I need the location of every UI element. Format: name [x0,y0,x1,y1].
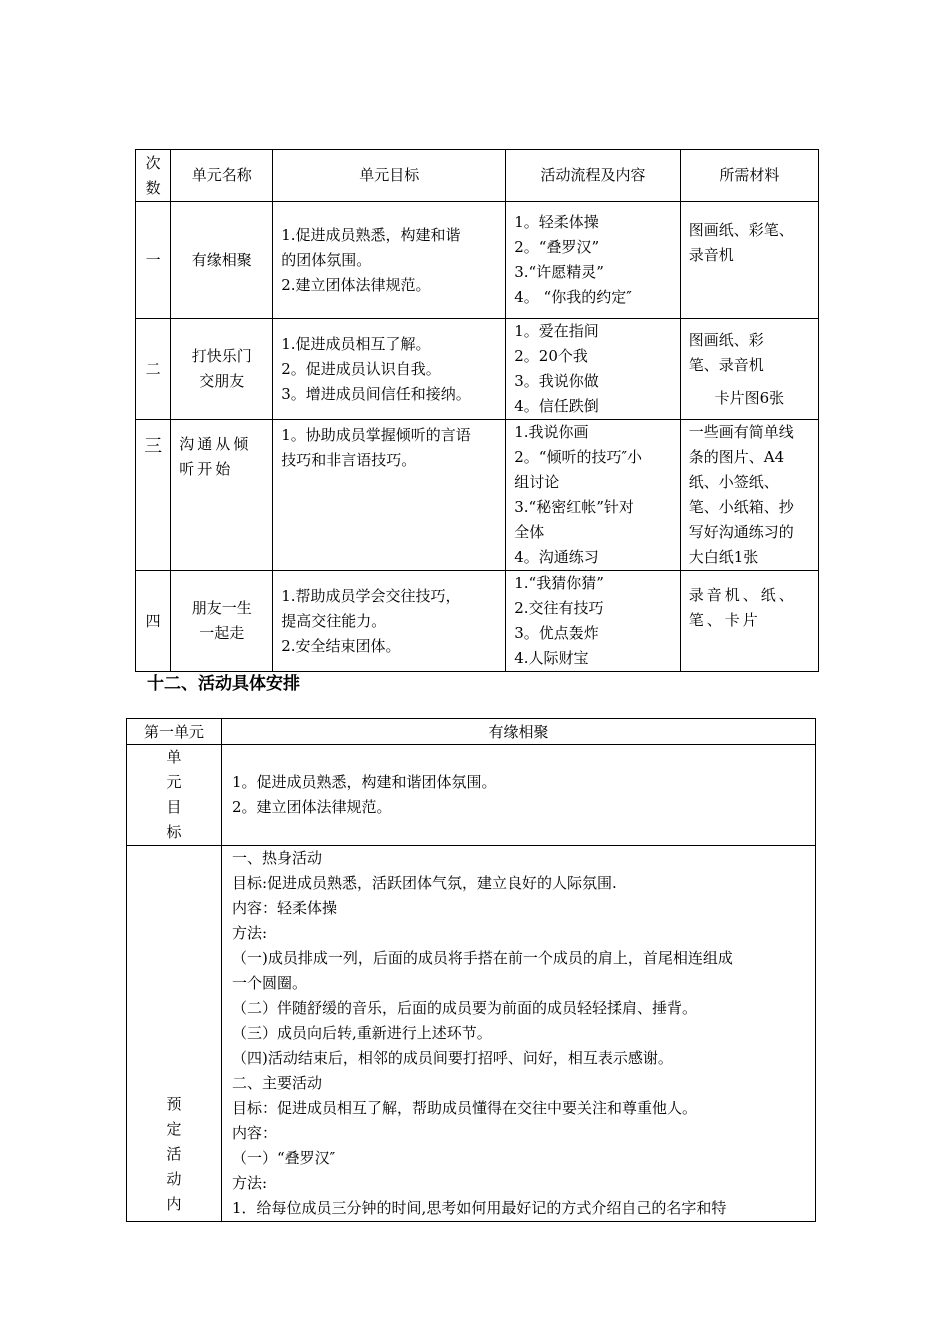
unit-name [171,571,273,672]
goal-line: 2.安全结束团体。 [281,636,401,655]
goal-line: 1.帮助成员学会交往技巧， [281,586,461,605]
detail-header-row [127,719,816,745]
detail-goals [222,745,816,846]
header-goal: 单元目标 [273,150,506,202]
content-line: 1．给每位成员三分钟的时间,思考如何用最好记的方式介绍自己的名字和特 [232,1199,727,1217]
flow-line: 4。 “你我的约定″ [514,288,632,306]
unit-name-line: 交朋友 [199,372,245,390]
unit-goals [273,571,506,672]
detail-goal-line: 1。促进成员熟悉，构建和谐团体氛围。 [232,773,497,791]
content-line: 方法: [232,1174,268,1192]
unit-goals [273,420,506,571]
unit-flow [506,571,681,672]
content-label-char: 内 [166,1195,182,1213]
goal-line: 1。协助成员掌握倾听的言语 [281,426,471,444]
goal-line: 的团体氛围。 [281,250,372,269]
section-heading: 十二、活动具体安排 [147,674,300,694]
flow-line: 1.我说你画 [514,423,589,441]
flow-line: 全体 [514,523,545,541]
flow-line: 2.交往有技巧 [514,599,604,617]
goal-line: 1.促进成员相互了解。 [281,334,431,353]
unit-count: 四 [136,571,171,672]
content-line: 一个圆圈。 [232,974,308,992]
unit-materials [680,571,818,672]
unit-title: 有缘相聚 [222,719,816,745]
unit-row-3 [136,420,819,571]
content-line: （二）伴随舒缓的音乐，后面的成员要为前面的成员轻轻揉肩、捶背。 [232,999,698,1017]
flow-line: 2。20个我 [514,347,588,365]
unit-detail-table [126,718,816,1222]
goal-label-char: 标 [166,823,182,841]
content-line: 内容： [232,1124,278,1142]
unit-count: 三 [136,420,171,571]
goal-label-char: 元 [166,773,182,791]
goal-line: 3。增进成员间信任和接纳。 [281,384,471,403]
content-line: （一)成员排成一列，后面的成员将手搭在前一个成员的肩上，首尾相连组成 [232,949,733,967]
flow-line: 3。优点轰炸 [514,624,599,642]
material-line: 笔、小纸箱、抄 [688,498,794,516]
flow-line: 1。爱在指间 [514,322,599,340]
content-label-char: 活 [166,1145,182,1163]
material-line: 大白纸1张 [688,548,759,566]
flow-line: 4.人际财宝 [514,649,589,667]
flow-line: 2。“叠罗汉” [514,238,600,256]
unit-count: 一 [136,202,171,319]
flow-line: 4。沟通练习 [514,548,599,566]
content-line: 一、热身活动 [232,849,323,867]
unit-name: 有缘相聚 [171,202,273,319]
detail-content [222,846,816,1222]
unit-label: 第一单元 [127,719,222,745]
header-flow: 活动流程及内容 [506,150,681,202]
flow-line: 3。我说你做 [514,372,599,390]
header-materials: 所需材料 [680,150,818,202]
goal-label [127,745,222,846]
goal-label-char: 单 [166,748,182,766]
goal-label-char: 目 [166,798,182,816]
unit-row-2 [136,319,819,420]
detail-goal-row [127,745,816,846]
detail-goal-line: 2。建立团体法律规范。 [232,798,392,816]
header-count [136,150,171,202]
content-line: 方法: [232,924,268,942]
unit-row-4 [136,571,819,672]
flow-line: 组讨论 [514,473,560,491]
content-line: 目标：促进成员相互了解，帮助成员懂得在交往中要关注和尊重他人。 [232,1099,698,1117]
material-line: 笔、卡片 [688,611,761,629]
content-label-char: 预 [166,1095,182,1113]
material-line: 录音机 [688,246,734,264]
goal-line: 2。促进成员认识自我。 [281,359,441,378]
unit-goals [273,319,506,420]
material-line: 图画纸、彩 [688,330,764,349]
flow-line: 1。轻柔体操 [514,213,599,231]
material-line: 笔、录音机 [688,355,764,374]
material-line: 纸、小签纸、 [688,473,779,491]
material-line: 条的图片、A4 [688,448,785,466]
goal-line: 2.建立团体法律规范。 [281,275,431,294]
content-line: 二、主要活动 [232,1074,323,1092]
material-line: 卡片图6张 [714,388,785,407]
detail-content-row [127,846,816,1222]
flow-line: 4。信任跌倒 [514,397,599,415]
flow-line: 1.“我猜你猜” [514,574,604,592]
material-line: 录音机、纸、 [688,586,797,604]
header-count-line: 数 [145,178,161,197]
header-name: 单元名称 [171,150,273,202]
flow-line: 2。“倾听的技巧″小 [514,448,643,466]
material-line: 一些画有简单线 [688,423,794,441]
unit-name-line: 听开始 [179,460,234,478]
material-line: 图画纸、彩笔、 [688,221,794,239]
content-line: 目标:促进成员熟悉，活跃团体气氛，建立良好的人际氛围. [232,874,617,892]
unit-flow [506,319,681,420]
content-line: （三）成员向后转,重新进行上述环节。 [232,1024,492,1042]
units-overview-table [135,149,819,672]
content-line: 内容：轻柔体操 [232,899,338,917]
unit-name-line: 一起走 [199,624,245,642]
unit-flow [506,202,681,319]
material-line: 写好沟通练习的 [688,523,794,541]
unit-name [171,319,273,420]
unit-goals [273,202,506,319]
content-label-char: 定 [166,1120,182,1138]
unit-name-line: 沟通从倾 [179,435,252,453]
unit-materials [680,202,818,319]
flow-line: 3.“秘密红帐”针对 [514,498,634,516]
goal-line: 提高交往能力。 [281,611,387,630]
unit-count: 二 [136,319,171,420]
goal-line: 1.促进成员熟悉，构建和谐 [281,225,461,244]
content-label [127,846,222,1222]
goal-line: 技巧和非言语技巧。 [281,451,417,469]
unit-name-line: 朋友一生 [191,599,252,617]
content-line: （一）“叠罗汉″ [232,1149,336,1167]
header-count-line: 次 [145,153,161,172]
unit-name [171,420,273,571]
flow-line: 3.“许愿精灵” [514,263,604,281]
units-header-row [136,150,819,202]
unit-name-line: 打快乐门 [191,347,252,365]
unit-materials [680,420,818,571]
unit-row-1 [136,202,819,319]
content-label-char: 动 [166,1170,182,1188]
unit-materials [680,319,818,420]
unit-flow [506,420,681,571]
content-line: （四)活动结束后，相邻的成员间要打招呼、问好，相互表示感谢。 [232,1049,673,1067]
